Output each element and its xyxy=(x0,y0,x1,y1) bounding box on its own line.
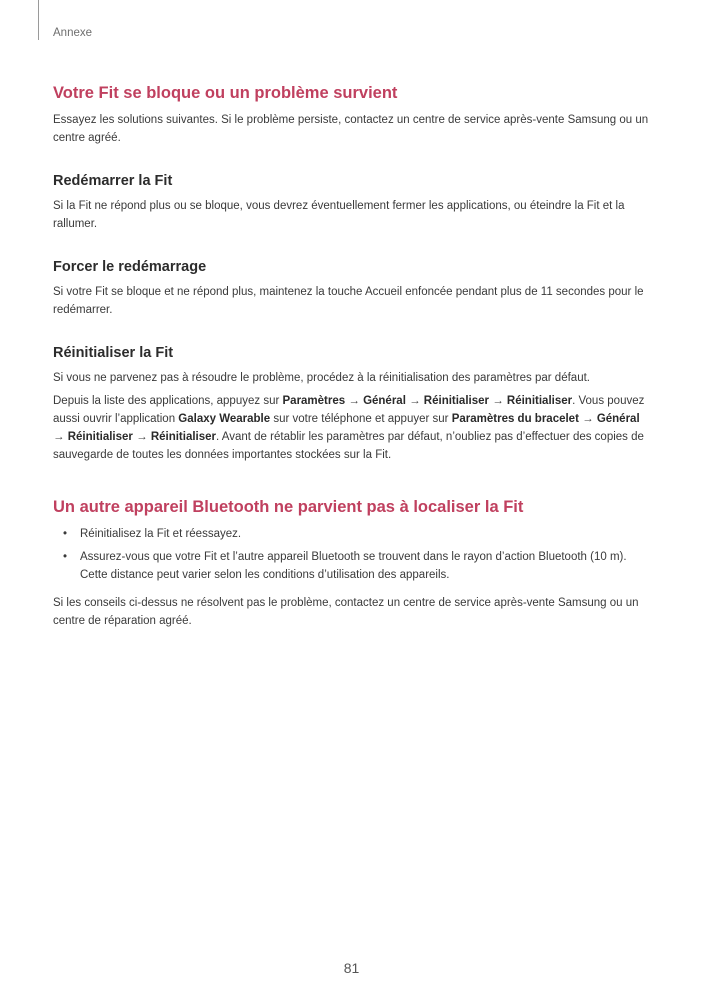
section-label: Annexe xyxy=(53,27,93,39)
section-title-bluetooth: Un autre appareil Bluetooth ne parvient pas à localiser la Fit xyxy=(53,498,524,516)
intro-paragraph: Essayez les solutions suivantes. Si le problème persiste, contactez un centre de service après-vente Samsung ou un centre agréé. xyxy=(53,114,649,144)
page-content xyxy=(53,81,649,630)
path-reset: Réinitialiser xyxy=(423,395,489,407)
list-item: • Réinitialisez la Fit et réessayez. xyxy=(53,525,649,543)
bluetooth-tips-list xyxy=(53,525,649,584)
outro-paragraph: Si les conseils ci-dessus ne résolvent pas le problème, contactez un centre de service après-vente Samsung ou un centre de réparation agréé. xyxy=(53,597,639,627)
reset-paragraph-2: Depuis la liste des applications, appuyez sur Paramètres → Général → Réinitialiser → Réinitialiser. Vous pouvez aussi ouvrir l’application Galaxy Wearable sur votre téléphone et appuyer sur Paramètres du bracelet → Général → Réinitialiser → Réinitialiser. Avant de rétablir les paramètres par défaut, n’oubliez pas d’effectuer des copies de sauvegarde de toutes les données importantes stockées sur la Fit. xyxy=(53,395,645,461)
arrow-icon: → xyxy=(409,395,421,407)
heading-reset: Réinitialiser la Fit xyxy=(53,345,174,361)
restart-paragraph: Si la Fit ne répond plus ou se bloque, vous devrez éventuellement fermer les applications, ou éteindre la Fit et la rallumer. xyxy=(53,200,625,230)
arrow-icon: → xyxy=(136,431,148,443)
path-reset-confirm: Réinitialiser xyxy=(506,395,573,407)
arrow-icon: → xyxy=(492,395,504,407)
arrow-icon: → xyxy=(348,395,360,407)
force-restart-paragraph: Si votre Fit se bloque et ne répond plus, maintenez la touche Accueil enfoncée pendant plus de 11 secondes pour le redémarrer. xyxy=(53,286,644,316)
path-general-2: Général xyxy=(596,413,640,425)
reset-paragraph-1: Si vous ne parvenez pas à résoudre le problème, procédez à la réinitialisation des paramètres par défaut. xyxy=(53,372,590,384)
list-item: • Assurez-vous que votre Fit et l’autre appareil Bluetooth se trouvent dans le rayon d’action Bluetooth (10 m). Cette distance peut varier selon les conditions d’utilisation des appareils. xyxy=(53,548,649,584)
page-number: 81 xyxy=(343,960,360,976)
arrow-icon: → xyxy=(582,413,594,425)
header-rule xyxy=(38,0,39,40)
path-general: Général xyxy=(363,395,406,407)
heading-force-restart: Forcer le redémarrage xyxy=(53,259,207,275)
app-galaxy-wearable: Galaxy Wearable xyxy=(178,413,271,425)
heading-restart: Redémarrer la Fit xyxy=(53,173,173,189)
section-title-fit-freeze: Votre Fit se bloque ou un problème survient xyxy=(53,84,398,102)
path-settings: Paramètres xyxy=(282,395,346,407)
arrow-icon: → xyxy=(53,431,65,443)
path-reset-confirm-2: Réinitialiser xyxy=(150,431,217,443)
path-reset-2: Réinitialiser xyxy=(67,431,133,443)
path-bracelet-settings: Paramètres du bracelet xyxy=(451,413,579,425)
